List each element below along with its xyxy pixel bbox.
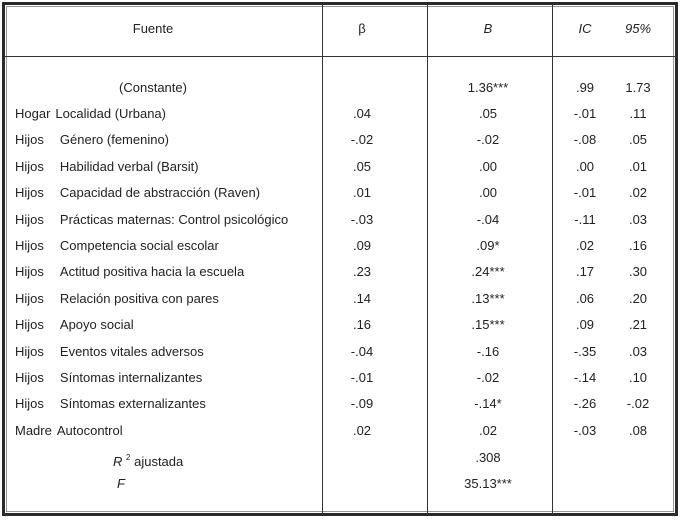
row-label: Actitud positiva hacia la escuela [59,264,245,280]
header-divider [5,56,678,57]
r2-row [0,450,684,469]
row-beta: .04 [352,106,372,121]
constant-label: (Constante) [119,80,187,95]
row-beta: -.09 [350,396,374,412]
row-b: .15*** [471,317,505,333]
row-group: Hijos [15,343,44,359]
header-ic: IC [578,21,592,36]
table-row [0,132,684,148]
table-row [0,370,684,386]
row-source [15,370,202,386]
row-b: .00 [478,185,498,201]
row-b: .02 [478,422,498,438]
row-ic-low: -.26 [573,396,597,412]
table-row [0,159,684,175]
f-label: F [117,476,125,491]
row-label: Género (femenino) [59,132,170,148]
row-source [15,423,123,439]
row-ic-high: .05 [628,132,648,148]
row-group: Hijos [15,158,44,174]
row-beta: -.01 [350,370,374,385]
table-row [0,317,684,333]
row-source [15,396,206,412]
header-b: B [483,21,493,36]
row-b: .05 [478,106,498,121]
table-row [0,238,684,254]
r2-symbol: R [113,454,123,469]
constant-b: 1.36*** [467,80,509,95]
row-ic-low: -.11 [574,211,596,227]
row-group: Hijos [15,238,44,253]
constant-ic-low: .99 [575,80,595,95]
row-source [15,317,134,333]
row-ic-low: -.14 [573,370,597,385]
row-ic-low: -.03 [573,422,597,438]
row-beta: -.04 [350,343,374,359]
row-group: Madre [15,422,52,438]
table-row [0,106,684,122]
row-b: .24*** [471,264,505,280]
row-source [15,238,219,254]
row-beta: -.02 [350,132,374,148]
row-ic-low: -.01 [573,106,597,121]
row-beta: .01 [352,185,372,201]
row-ic-high: .10 [628,370,648,385]
row-ic-high: .16 [628,238,648,253]
row-ic-low: .06 [575,290,595,306]
row-source [15,159,199,175]
table-row [0,344,684,360]
row-label: Prácticas maternas: Control psicológico [59,211,289,227]
row-b: -.02 [476,132,500,148]
row-beta: .23 [352,264,372,280]
f-row [0,476,684,492]
row-ic-low: .09 [575,317,595,333]
table-row [0,264,684,280]
row-label: Localidad (Urbana) [55,106,166,121]
row-group: Hijos [15,290,44,306]
r2-sup: 2 [126,453,131,462]
row-ic-high: .30 [628,264,648,280]
row-label: Apoyo social [59,317,134,333]
row-group: Hijos [15,264,44,280]
row-source [15,132,169,148]
row-beta: .02 [352,422,372,438]
row-group: Hijos [15,211,44,227]
table-row [0,212,684,228]
row-beta: -.03 [350,211,374,227]
row-b: -.14* [474,396,502,412]
row-beta: .05 [352,158,372,174]
constant-ic-high: 1.73 [625,80,651,95]
header-ic-pct: 95% [624,21,652,36]
row-b: -.02 [476,370,500,385]
row-label: Síntomas externalizantes [59,396,206,412]
row-ic-low: .17 [575,264,595,280]
row-label: Habilidad verbal (Barsit) [59,158,199,174]
table-row [0,291,684,307]
table-row [0,423,684,439]
row-ic-high: .02 [628,185,648,201]
row-group: Hogar [15,106,51,121]
row-ic-low: .02 [575,238,595,253]
r2-text: ajustada [134,454,184,469]
row-label: Autocontrol [56,422,123,438]
row-label: Eventos vitales adversos [59,343,204,359]
header-source: Fuente [132,21,174,36]
row-label: Capacidad de abstracción (Raven) [59,185,261,201]
row-ic-high: -.02 [626,396,650,412]
row-ic-low: -.01 [573,185,597,201]
row-ic-low: .00 [575,158,595,174]
row-b: .00 [478,158,498,174]
row-source [15,106,166,122]
constant-row [0,80,684,96]
row-source [15,264,244,280]
row-source [15,185,260,201]
row-ic-high: .20 [628,290,648,306]
row-label: Competencia social escolar [59,238,219,253]
row-ic-high: .11 [629,106,647,121]
row-group: Hijos [15,370,44,385]
row-ic-low: -.08 [573,132,597,148]
row-beta: .14 [352,290,372,306]
row-ic-low: -.35 [573,343,597,359]
row-ic-high: .21 [628,317,648,333]
header-beta: β [358,21,366,36]
row-group: Hijos [15,132,44,148]
row-group: Hijos [15,396,44,412]
row-ic-high: .03 [628,211,648,227]
row-b: -.16 [476,343,500,359]
row-b: .13*** [471,290,505,306]
row-beta: .09 [352,238,372,253]
table-row [0,396,684,412]
row-ic-high: .03 [628,343,648,359]
row-b: -.04 [476,211,500,227]
row-beta: .16 [352,317,372,333]
table-row [0,185,684,201]
row-ic-high: .08 [628,422,648,438]
r2-label [113,450,183,470]
row-source [15,212,288,228]
r2-value: .308 [475,450,501,465]
row-group: Hijos [15,317,44,333]
f-value: 35.13*** [464,476,512,491]
row-source [15,344,204,360]
row-ic-high: .01 [628,158,648,174]
row-label: Relación positiva con pares [59,290,219,306]
row-label: Síntomas internalizantes [59,370,203,385]
row-group: Hijos [15,185,44,201]
row-source [15,291,219,307]
row-b: .09* [476,238,500,253]
